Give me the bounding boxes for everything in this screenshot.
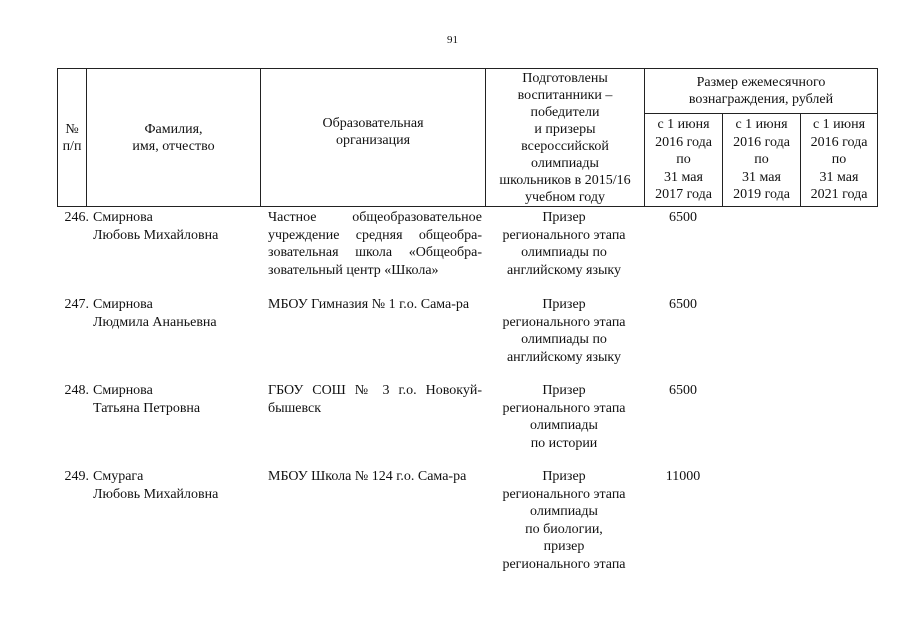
row-amount: 11000 (665, 469, 701, 484)
row-amount: 6500 (669, 297, 697, 312)
row-amount: 6500 (669, 383, 697, 398)
period-2017-header: с 1 июня 2016 года по 31 мая 2017 года (645, 114, 723, 207)
row-achievement: Призер регионального этапа олимпиады по биологии, призер регионального этапа (502, 469, 626, 572)
row-amount: 6500 (669, 210, 697, 225)
col-achievement-header: Подготовлены воспитанники – победители и призеры всероссийской олимпиады школьников в 2015/16 учебном году (486, 69, 645, 207)
table-header (57, 68, 878, 207)
col-org-header: Образовательная организация (261, 69, 486, 207)
page-number: 91 (447, 34, 458, 46)
row-name: Смирнова Людмила Ананьевна (93, 297, 217, 330)
row-number: 246. (64, 210, 89, 225)
row-achievement: Призер регионального этапа олимпиады по истории (502, 383, 626, 451)
row-number: 248. (64, 383, 89, 398)
row-number: 249. (64, 469, 89, 484)
row-org: Частное общеобразовательное учреждение средняя общеобра-зовательная школа «Общеобра-зовательный центр «Школа» (268, 210, 482, 278)
row-org: МБОУ Гимназия № 1 г.о. Сама-ра (268, 297, 470, 312)
period-2019-header: с 1 июня 2016 года по 31 мая 2019 года (723, 114, 801, 207)
row-name: Смирнова Любовь Михайловна (93, 210, 219, 243)
row-achievement: Призер регионального этапа олимпиады по английскому языку (502, 297, 626, 365)
period-2021-header: с 1 июня 2016 года по 31 мая 2021 года (801, 114, 878, 207)
row-number: 247. (64, 297, 89, 312)
col-number-header: № п/п (58, 69, 87, 207)
col-name-header: Фамилия, имя, отчество (87, 69, 261, 207)
row-org: МБОУ Школа № 124 г.о. Сама-ра (268, 469, 467, 484)
row-name: Смурага Любовь Михайловна (93, 469, 219, 502)
row-achievement: Призер регионального этапа олимпиады по английскому языку (502, 210, 626, 278)
col-reward-header: Размер ежемесячного вознаграждения, рублей (645, 69, 878, 114)
row-name: Смирнова Татьяна Петровна (93, 383, 201, 416)
row-org: ГБОУ СОШ № 3 г.о. Новокуй-бышевск (268, 383, 482, 416)
